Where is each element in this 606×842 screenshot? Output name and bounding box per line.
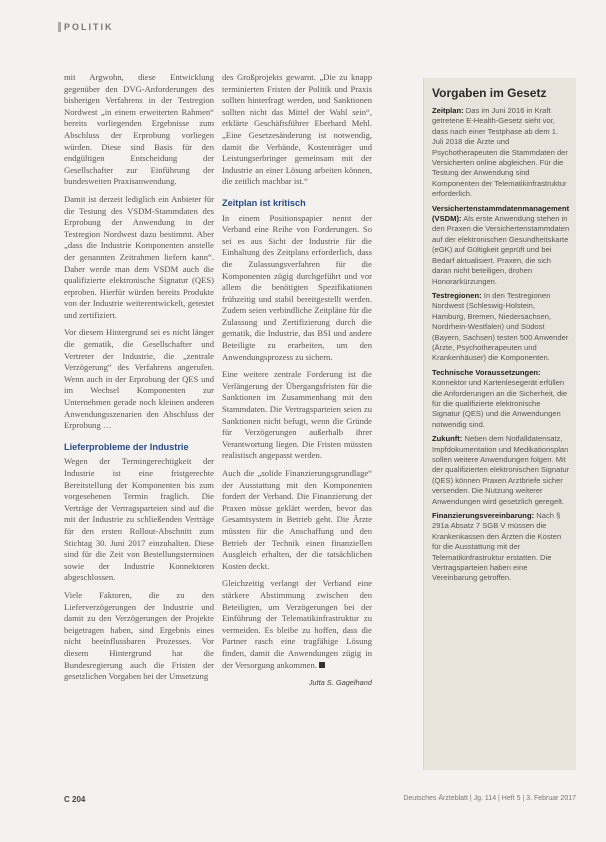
info-item <box>432 106 570 200</box>
end-mark-icon <box>319 662 325 668</box>
info-term: Zeitplan: <box>432 106 464 115</box>
paragraph: Auch die „solide Finanzierungsgrundlage“ der Ausstattung mit den Komponenten fordert der Verband. Die Finanzierung der Praxen müsse geklärt werden, bevor das Gesamtsystem in Betrieb geht. Die Ärzte müssten für die Anschaffung und den Betrieb der Technik einen finanziellen Ausgleich erhalten, der die tatsächlichen Kosten deckt. <box>222 468 372 571</box>
info-term: Finanzierungsvereinbarung: <box>432 511 535 521</box>
paragraph: In einem Positionspapier nennt der Verband eine Reihe von Forderungen. So sei es aus Sicht der Industrie für die Einhaltung des Zeitplans erforderlich, dass die Zulassungsverfahren für die Komponenten zügig durchgeführt und vor allem die benötigten Spezifikationen frühzeitig und stabil bereitgestellt werden. Zudem seien verbindliche Zeitpläne für die Zulassung und Zertifizierung durch die gematik, die Industrie, das BSI und andere Beteiligte zu erarbeiten, um den Anwendungsprozess zu sichern. <box>222 212 372 362</box>
info-item <box>432 434 570 507</box>
info-term: Versichertenstammdatenmanagement (VSDM): <box>432 203 570 224</box>
issue-info: Deutsches Ärzteblatt | Jg. 114 | Heft 5 | 3. Februar 2017 <box>403 795 576 802</box>
article-column-2 <box>222 72 372 689</box>
paragraph: Eine weitere zentrale Forderung ist die Verlängerung der Übergangsfristen für die Sanktionen im Zusammenhang mit den Stammdaten. Die Vertragsparteien seien zu Sanktionen nicht befugt, wenn die Gründe für Verzögerungen außerhalb ihrer Verantwortung liegen. Die Fristen müssten realistisch angepasst werden. <box>222 369 372 461</box>
article-column-1 <box>64 72 214 689</box>
info-item <box>432 511 570 584</box>
info-box-title: Vorgaben im Gesetz <box>432 86 547 100</box>
subheading-zeitplan: Zeitplan ist kritisch <box>222 197 306 208</box>
page-number: C 204 <box>64 795 86 804</box>
paragraph: Damit ist derzeit lediglich ein Anbieter für die Testung des VSDM-Stammdaten des Erprobung der Anwendung in der Testregion Nordwest dazu bestimmt. Aber „dass die Industrie Komponenten anstelle der genannten Zeitrahmen liefern kann“. Daher werde man dem VSDM auch die qualifizierte elektronische Signatur (QES) erproben. Hierfür würden bereits Produkte von der Industrie weiterentwickelt, getestet und zertifiziert. <box>64 193 214 320</box>
info-item <box>432 204 570 287</box>
section-rubric: POLITIK <box>64 22 114 32</box>
info-term: Zukunft: <box>432 434 463 444</box>
info-text: Konnektor und Kartenlesegerät erfüllen die Anforderungen an die Sicherheit, die für die qualifizierte elektronische Signatur (QES) und die Anwendungen notwendig sind. <box>432 378 568 429</box>
paragraph: Vor diesem Hintergrund sei es nicht länger die gematik, die Gesellschafter und Vertreter der Industrie, die „zentrale Verzögerung“ des Verfahrens angerufen. Wenn auch in der Erprobung der QES und im Wechsel Komponenten zur Unternehmen gerade noch kleinen anderen Anwendungsszenarien den Abschluss der Erprobung … <box>64 327 214 431</box>
rubric-marker <box>58 22 61 32</box>
info-text: Das im Juni 2016 in Kraft getretene E-Health-Gesetz sieht vor, dass nach einer Testphase ab dem 1. Juli 2018 die Ärzte und Psychotherapeuten die Stammdaten der Versicherten online abgleichen. Für die Testung der Anwendung sind Komponenten der Telematikinfrastruktur erforderlich. <box>432 106 568 199</box>
info-term: Testregionen: <box>432 290 482 300</box>
paragraph <box>222 578 372 671</box>
paragraph: Wegen der Termingerechtigkeit der Industrie ist eine fristgerechte Bereitstellung der Komponenten bis zum vorgesehenen Termin fraglich. Die Verträge der Vertragsparteien sind auf die mit der Industrie zu schließenden Verträge für den ersten Rollout-Abschnitt zum Stichtag 30. Juni 2017 einzuhalten. Diese sind für die Zeit von Bestellungsterminen sowie der Industrie Konnektoren abgeschlossen. <box>64 456 214 583</box>
info-box <box>423 78 576 770</box>
author-byline: Jutta S. Gagelhand <box>308 678 372 688</box>
info-text: Als erste Anwendung stehen in den Praxen die Versichertenstammdaten auf der elektronischen Gesundheitskarte (eGK) auf Gültigkeit geprüft und bei Bedarf aktualisiert. Praxen, die sich daran nicht beteiligen, drohen Honorarkürzungen. <box>432 214 570 286</box>
info-text: Neben dem Notfalldatensatz, Impfdokumentation und Medikationsplan sollen weitere Anwendungen folgen. Mit der qualifizierten elektronischen Signatur (QES) können Praxen Arztbriefe sicher versenden. Die Nutzung weiterer Anwendungen wird gesetzlich geregelt. <box>432 434 570 506</box>
paragraph: Viele Faktoren, die zu den Lieferverzögerungen der Industrie und damit zu den Verzögerungen der Projekte beigetragen haben, sind Ergebnis eines nicht beeinflussbaren Prozesses. Vor diesem Hintergrund hat die Bundesregierung auch die Fristen der gesetzlichen Vorgaben bei der Umsetzung <box>64 589 214 682</box>
info-text: Nach § 291a Absatz 7 SGB V müssen die Krankenkassen den Ärzten die Kosten für die Ausstattung mit der Telematikinfrastruktur erstatten. Die Vertragsparteien haben eine Vereinbarung getroffen. <box>432 511 562 583</box>
info-term: Technische Voraussetzungen: <box>432 367 541 377</box>
paragraph-text: Gleichzeitig verlangt der Verband eine stärkere Abstimmung zwischen den Beteiligten, um Verzögerungen bei der Einführung der Telematikinfrastruktur zu vermeiden. Es bleibe zu hoffen, dass die Partner rasch eine tragfähige Lösung finden, damit die Anwendungen zügig in der Versorgung ankommen. <box>222 578 372 670</box>
paragraph: des Großprojekts gewarnt. „Die zu knapp terminierten Fristen der Politik und Praxis sollten hinterfragt werden, und Sanktionen sollten nicht das Mittel der Wahl sein“, erklärte Geschäftsführer Eberhard Mehl. „Eine Gesetzesänderung ist notwendig, damit die Verbände, Kostenträger und Leistungserbringer gemeinsam mit der Industrie an einer Lösung arbeiten können, die zeitlich machbar ist.“ <box>222 72 372 187</box>
paragraph: mit Argwohn, diese Entwicklung gegenüber den DVG-Anforderungen des bisherigen Verfahrens in der Testregion Nordwest „in einem erweiterten Rahmen“ bereits vorliegenden Ergebnisse zum Abschluss der Erprobung vorliegen würden. Diese sind Basis für den endgültigen Entscheidung der Gesellschafter zur Einführung der bundesweiten Praxisanwendung. <box>64 72 214 187</box>
info-item <box>432 368 570 430</box>
info-text: In den Testregionen Nordwest (Schleswig-Holstein, Hamburg, Bremen, Niedersachsen, Nordrhein-Westfalen) und Südost (Bayern, Sachsen) testen 500 Anwender (Ärzte, Psychotherapeuten und Krankenhäuser) die Komponenten. <box>432 290 569 363</box>
info-item <box>432 291 570 364</box>
subheading-lieferprobleme: Lieferprobleme der Industrie <box>64 441 189 452</box>
